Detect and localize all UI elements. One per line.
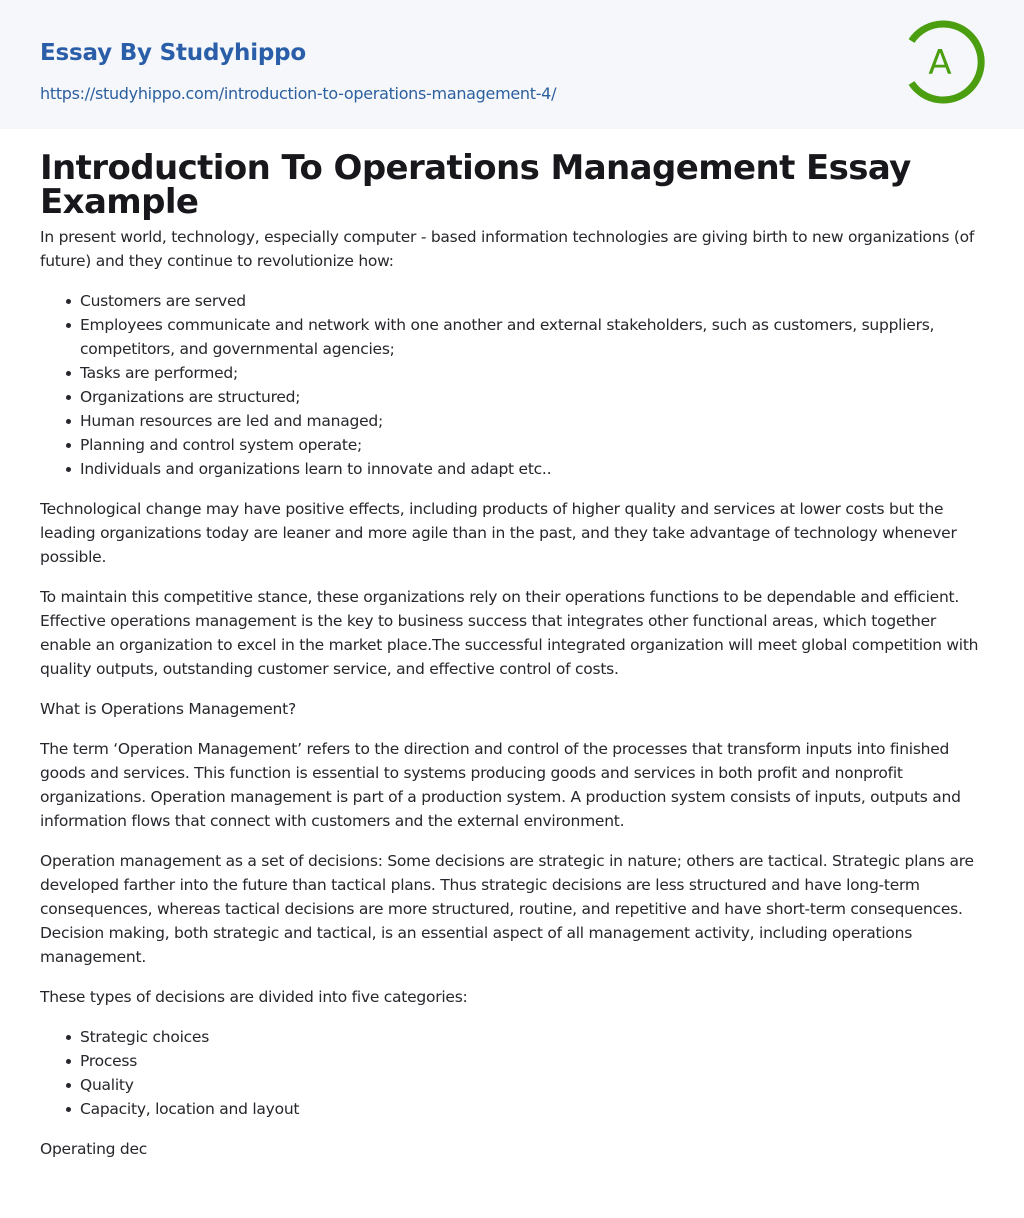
list-item: Customers are served — [80, 289, 984, 313]
list-item: Individuals and organizations learn to innovate and adapt etc.. — [80, 457, 984, 481]
decision-categories-list — [40, 1025, 984, 1121]
article — [0, 148, 1024, 1161]
list-item: Planning and control system operate; — [80, 433, 984, 457]
logo-letter: A — [928, 43, 952, 83]
list-item: Tasks are performed; — [80, 361, 984, 385]
list-item: Human resources are led and managed; — [80, 409, 984, 433]
studyhippo-a-logo-icon[interactable] — [902, 18, 988, 106]
truncated-paragraph: Operating dec — [40, 1140, 148, 1158]
list-item: Employees communicate and network with one another and external stakeholders, such as customers, suppliers, competitors, and governmental agencies; — [80, 313, 984, 361]
section-question: What is Operations Management? — [40, 700, 296, 718]
body-paragraph: Technological change may have positive effects, including products of higher quality and services at lower costs but the leading organizations today are leaner and more agile than in the past, and they take advantage of technology whenever possible. — [40, 500, 957, 566]
body-paragraph: The term ‘Operation Management’ refers to the direction and control of the processes that transform inputs into finished goods and services. This function is essential to systems producing goods and services in both profit and nonprofit organizations. Operation management is part of a production system. A production system consists of inputs, outputs and information flows that connect with customers and the external environment. — [40, 740, 961, 830]
list-item: Capacity, location and layout — [80, 1097, 984, 1121]
brand-title[interactable]: Essay By Studyhippo — [40, 40, 307, 66]
list-item: Process — [80, 1049, 984, 1073]
body-paragraph: Operation management as a set of decisions: Some decisions are strategic in nature; others are tactical. Strategic plans are developed farther into the future than tactical plans. Thus strategic decisions are less structured and have long-term consequences, whereas tactical decisions are more structured, routine, and repetitive and have short-term consequences. Decision making, both strategic and tactical, is an essential aspect of all management activity, including operations management. — [40, 852, 974, 966]
body-paragraph: These types of decisions are divided into five categories: — [40, 988, 468, 1006]
page-title: Introduction To Operations Management Essay Example — [40, 148, 911, 222]
intro-paragraph: In present world, technology, especially computer - based information technologies are giving birth to new organizations (of future) and they continue to revolutionize how: — [40, 228, 975, 270]
list-item: Quality — [80, 1073, 984, 1097]
body-paragraph: To maintain this competitive stance, these organizations rely on their operations functions to be dependable and efficient. Effective operations management is the key to business success that integrates other functional areas, which together enable an organization to excel in the market place.The successful integrated organization will meet global competition with quality outputs, outstanding customer service, and effective control of costs. — [40, 588, 979, 678]
site-header — [0, 0, 1024, 129]
source-url-link[interactable]: https://studyhippo.com/introduction-to-operations-management-4/ — [40, 84, 557, 103]
revolution-list — [40, 289, 984, 481]
list-item: Strategic choices — [80, 1025, 984, 1049]
list-item: Organizations are structured; — [80, 385, 984, 409]
